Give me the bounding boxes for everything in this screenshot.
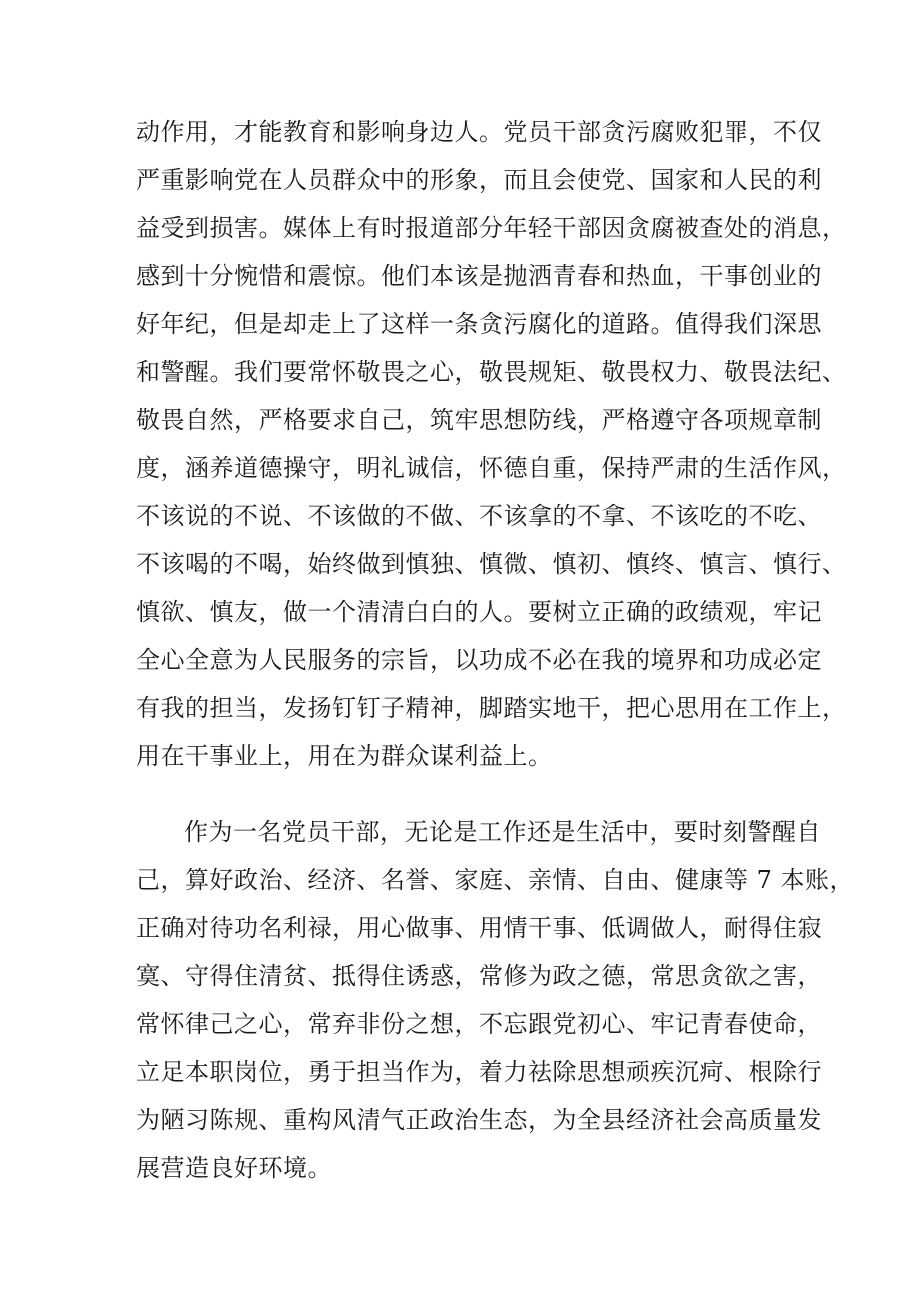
text-line: 作为一名党员干部，无论是工作还是生活中，要时刻警醒自 — [184, 818, 821, 846]
text-line: 全心全意为人民服务的宗旨，以功成不必在我的境界和功成必定 — [136, 646, 822, 674]
text-line: 立足本职岗位，勇于担当作为，着力祛除思想顽疾沉疴、根除行 — [136, 1058, 822, 1086]
text-line: 常怀律己之心，常弃非份之想，不忘跟党初心、牢记青春使命， — [136, 1010, 822, 1038]
text-line: 和警醒。我们要常怀敬畏之心，敬畏规矩、敬畏权力、敬畏法纪、 — [136, 358, 847, 386]
text-line: 严重影响党在人员群众中的形象，而且会使党、国家和人民的利 — [136, 166, 822, 194]
text-line: 不该喝的不喝，始终做到慎独、慎微、慎初、慎终、慎言、慎行、 — [136, 550, 847, 578]
text-line: 感到十分惋惜和震惊。他们本该是抛洒青春和热血，干事创业的 — [136, 262, 822, 290]
text-line: 动作用，才能教育和影响身边人。党员干部贪污腐败犯罪，不仅 — [136, 118, 822, 146]
text-line: 用在干事业上，用在为群众谋利益上。 — [136, 742, 553, 770]
text-line: 为陋习陈规、重构风清气正政治生态，为全县经济社会高质量发 — [136, 1106, 822, 1134]
text-line: 益受到损害。媒体上有时报道部分年轻干部因贪腐被查处的消息， — [136, 214, 847, 242]
paragraph-1 — [136, 108, 847, 780]
text-line: 不该说的不说、不该做的不做、不该拿的不拿、不该吃的不吃、 — [136, 502, 822, 530]
text-line: 敬畏自然，严格要求自己，筑牢思想防线，严格遵守各项规章制 — [136, 406, 822, 434]
text-line: 寞、守得住清贫、抵得住诱惑，常修为政之德，常思贪欲之害， — [136, 962, 822, 990]
text-line: 好年纪，但是却走上了这样一条贪污腐化的道路。值得我们深思 — [136, 310, 822, 338]
text-line: 己，算好政治、经济、名誉、家庭、亲情、自由、健康等 7 本账， — [136, 866, 855, 894]
text-line: 有我的担当，发扬钉钉子精神，脚踏实地干，把心思用在工作上， — [136, 694, 847, 722]
text-line: 度，涵养道德操守，明礼诚信，怀德自重，保持严肃的生活作风， — [136, 454, 847, 482]
paragraph-2 — [136, 808, 855, 1192]
text-line: 正确对待功名利禄，用心做事、用情干事、低调做人，耐得住寂 — [136, 914, 822, 942]
text-line: 展营造良好环境。 — [136, 1154, 332, 1182]
text-line: 慎欲、慎友，做一个清清白白的人。要树立正确的政绩观，牢记 — [136, 598, 822, 626]
